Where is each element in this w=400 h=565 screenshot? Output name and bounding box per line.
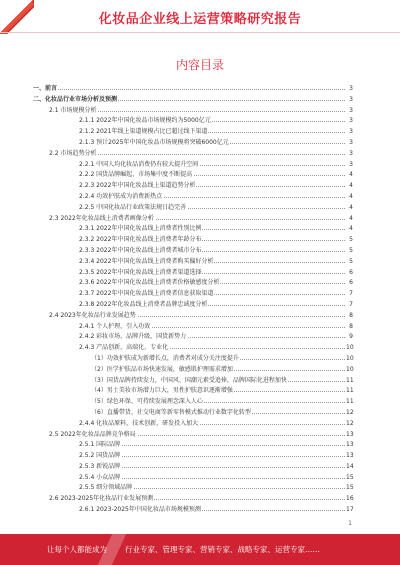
toc-entry-page: 8 xyxy=(346,311,353,322)
toc-entry-page: 4 xyxy=(346,181,353,192)
toc-entry[interactable] xyxy=(33,160,353,171)
toc-entry-title: 2.3.7 2022年中国化妆品线上消费者信息获取渠道 xyxy=(79,289,214,300)
toc-entry-page: 17 xyxy=(346,505,353,516)
toc-entry-page: 4 xyxy=(346,224,353,235)
footer-tagline: 让每个人都能成为 xyxy=(47,545,107,554)
toc-entry[interactable] xyxy=(33,462,353,473)
toc-entry-title: 2.1.3 预计2025年中国化妆品市场规模将突破6000亿元 xyxy=(79,138,230,149)
toc-entry-page: 3 xyxy=(346,149,353,160)
toc-entry-page: 11 xyxy=(346,376,353,387)
toc-entry-title: 2.5 2022年化妆品品牌竞争格局 xyxy=(49,430,137,441)
toc-entry[interactable] xyxy=(33,246,353,257)
toc-entry-title: 2.2.4 功效护肤成为消费新热点 xyxy=(79,192,163,203)
toc-entry-title: （4）男士美妆市场潜力巨大，男性护肤意识逐渐增强 xyxy=(91,386,234,397)
toc-entry-title: （3）国货品牌持续发力，中国风、国潮元素受追捧，品牌国际化进程加快 xyxy=(91,376,288,387)
toc-entry[interactable] xyxy=(33,386,353,397)
toc-entry[interactable] xyxy=(33,268,353,279)
toc-entry-title: 2.5.2 国货品牌 xyxy=(79,451,121,462)
toc-entry-page: 6 xyxy=(346,278,353,289)
toc-entry[interactable] xyxy=(33,483,353,494)
footer-slogan: 行业专家、管理专家、营销专家、战略专家、运营专家…… xyxy=(125,545,320,554)
toc-entry-page: 16 xyxy=(346,494,353,505)
toc-entry-page: 13 xyxy=(346,440,353,451)
toc-entry-title: （5）绿色环保、可持续发展理念深入人心 xyxy=(91,397,204,408)
toc-entry-page: 5 xyxy=(346,257,353,268)
toc-entry-page: 3 xyxy=(346,160,353,171)
toc-entry[interactable] xyxy=(33,505,353,516)
toc-entry-page: 10 xyxy=(346,365,353,376)
toc-entry-title: 2.1 市场规模分析 xyxy=(49,106,97,117)
toc-entry-title: 2.3.5 2022年中国化妆品线上消费者渠道选择 xyxy=(79,268,202,279)
toc-entry-page: 3 xyxy=(346,84,353,95)
page-footer xyxy=(0,534,400,565)
toc-entry-title: 2.4.4 化妆品原料，技术创新，研发投入加大 xyxy=(79,419,199,430)
toc-entry-title: 2.3.4 2022年中国化妆品线上消费者购买偏好分析 xyxy=(79,257,214,268)
toc-entry-title: 2.5.4 小众品牌 xyxy=(79,473,121,484)
toc-entry[interactable] xyxy=(33,354,353,365)
toc-entry[interactable] xyxy=(33,473,353,484)
toc-leader-dots xyxy=(33,89,345,90)
toc-entry[interactable] xyxy=(33,365,353,376)
toc-entry-page: 9 xyxy=(346,332,353,343)
toc-entry[interactable] xyxy=(33,430,353,441)
toc-entry[interactable] xyxy=(33,116,353,127)
toc-entry-title: 2.6 2023-2025年化妆品行业发展预测 xyxy=(49,494,154,505)
toc-entry[interactable] xyxy=(33,343,353,354)
toc-entry-page: 5 xyxy=(346,246,353,257)
report-title: 化妆品企业线上运营策略研究报告 xyxy=(98,12,302,27)
toc-entry-page: 4 xyxy=(346,203,353,214)
toc-entry[interactable] xyxy=(33,214,353,225)
toc-entry-title: 2.5.1 国际品牌 xyxy=(79,440,121,451)
toc-entry-page: 3 xyxy=(346,116,353,127)
toc-entry-page: 13 xyxy=(346,430,353,441)
toc-entry-title: 2.1.2 2021年线上渠道规模占比已超过线下渠道 xyxy=(79,127,208,138)
toc-entry[interactable] xyxy=(33,311,353,322)
toc-entry-page: 10 xyxy=(346,343,353,354)
toc-entry-page: 13 xyxy=(346,451,353,462)
toc-entry-page: 7 xyxy=(346,300,353,311)
toc-entry[interactable] xyxy=(33,84,353,95)
toc-entry-title: 二、化妆品行业市场分析及预测 xyxy=(33,95,118,106)
toc-entry-page: 5 xyxy=(346,235,353,246)
toc-entry-title: （6）直播带货、社交电商等新零售模式推动行业数字化转型 xyxy=(91,408,252,419)
toc-entry-title: 2.3.3 2022年中国化妆品线上消费者城市分布 xyxy=(79,246,202,257)
toc-entry[interactable] xyxy=(33,127,353,138)
toc-entry-title: 2.5.5 细分领域品牌 xyxy=(79,483,133,494)
toc-entry[interactable] xyxy=(33,408,353,419)
toc-entry-page: 12 xyxy=(346,419,353,430)
toc-entry-title: 2.4.2 彩妆市场，品牌升级，国货新势力 xyxy=(79,332,187,343)
toc-entry-title: 2.2.3 2022年中国化妆品线上渠道趋势分析 xyxy=(79,181,196,192)
toc-entry-title: 2.3.1 2022年中国化妆品线上消费者性别比例 xyxy=(79,224,202,235)
toc-entry-title: 2.2.2 国货品牌崛起，市场集中度不断提高 xyxy=(79,170,193,181)
toc-entry-page: 11 xyxy=(346,397,353,408)
toc-entry-title: 2.3.8 2022年化妆品线上消费者品牌忠诚度分析 xyxy=(79,300,208,311)
table-of-contents xyxy=(33,84,353,516)
toc-entry-page: 3 xyxy=(346,95,353,106)
page-header xyxy=(0,0,400,34)
toc-entry-title: 2.4.1 个人护理，引入功效 xyxy=(79,322,151,333)
toc-entry-title: 2.1.1 2022年中国化妆品市场规模约为5000亿元 xyxy=(79,116,212,127)
toc-entry[interactable] xyxy=(33,322,353,333)
toc-entry[interactable] xyxy=(33,149,353,160)
toc-entry-page: 15 xyxy=(346,483,353,494)
toc-entry[interactable] xyxy=(33,138,353,149)
toc-entry[interactable] xyxy=(33,419,353,430)
toc-entry-page: 3 xyxy=(346,138,353,149)
toc-entry[interactable] xyxy=(33,494,353,505)
toc-entry[interactable] xyxy=(33,95,353,106)
toc-entry-page: 8 xyxy=(346,322,353,333)
toc-entry-page: 3 xyxy=(346,127,353,138)
header-divider xyxy=(0,32,400,33)
toc-entry[interactable] xyxy=(33,257,353,268)
toc-entry-page: 4 xyxy=(346,170,353,181)
toc-entry[interactable] xyxy=(33,397,353,408)
toc-entry[interactable] xyxy=(33,376,353,387)
toc-entry[interactable] xyxy=(33,106,353,117)
toc-entry-page: 4 xyxy=(346,214,353,225)
toc-entry-title: 2.3 2022年化妆品线上消费者画像分析 xyxy=(49,214,155,225)
toc-entry[interactable] xyxy=(33,332,353,343)
toc-entry-page: 7 xyxy=(346,289,353,300)
toc-entry-title: 2.2.5 中国化妆品行业政策法规日趋完善 xyxy=(79,203,187,214)
toc-entry-page: 12 xyxy=(346,408,353,419)
toc-entry-page: 14 xyxy=(346,462,353,473)
toc-entry-page: 15 xyxy=(346,473,353,484)
toc-entry-page: 10 xyxy=(346,354,353,365)
toc-entry[interactable] xyxy=(33,235,353,246)
toc-entry-title: 一、前言 xyxy=(33,84,58,95)
toc-entry-page: 11 xyxy=(346,386,353,397)
page-number: 1 xyxy=(348,520,352,527)
toc-entry-page: 6 xyxy=(346,268,353,279)
toc-entry[interactable] xyxy=(33,451,353,462)
toc-entry-page: 4 xyxy=(346,192,353,203)
toc-entry-title: 2.3.2 2022年中国化妆品线上消费者年龄分布 xyxy=(79,235,202,246)
toc-entry[interactable] xyxy=(33,289,353,300)
toc-entry-page: 3 xyxy=(346,106,353,117)
toc-entry[interactable] xyxy=(33,300,353,311)
toc-entry-title: 2.2.1 中国人均化妆品消费仍有较大提升空间 xyxy=(79,160,199,171)
toc-entry[interactable] xyxy=(33,224,353,235)
toc-entry-title: 2.5.3 新锐品牌 xyxy=(79,462,121,473)
toc-entry[interactable] xyxy=(33,203,353,214)
toc-entry[interactable] xyxy=(33,278,353,289)
toc-entry-title: 2.4.3 产品创新，高端化，专业化 xyxy=(79,343,169,354)
toc-entry[interactable] xyxy=(33,192,353,203)
toc-entry-title: （1）功效护肤成为新增长点，消费者对成分关注度提升 xyxy=(91,354,240,365)
toc-entry-title: 2.6.1 2023-2025年中国化妆品市场规模预测 xyxy=(79,505,202,516)
toc-entry[interactable] xyxy=(33,440,353,451)
toc-heading: 内容目录 xyxy=(175,58,224,72)
toc-entry-title: 2.2 市场趋势分析 xyxy=(49,149,97,160)
toc-entry[interactable] xyxy=(33,170,353,181)
toc-entry-title: （2）医学护肤品市场快速发展，敏感肌护理需求增加 xyxy=(91,365,234,376)
toc-entry-title: 2.4 2023年化妆品行业发展趋势 xyxy=(49,311,137,322)
toc-entry[interactable] xyxy=(33,181,353,192)
toc-entry-title: 2.3.6 2022年中国化妆品线上消费者价格敏感度分析 xyxy=(79,278,220,289)
